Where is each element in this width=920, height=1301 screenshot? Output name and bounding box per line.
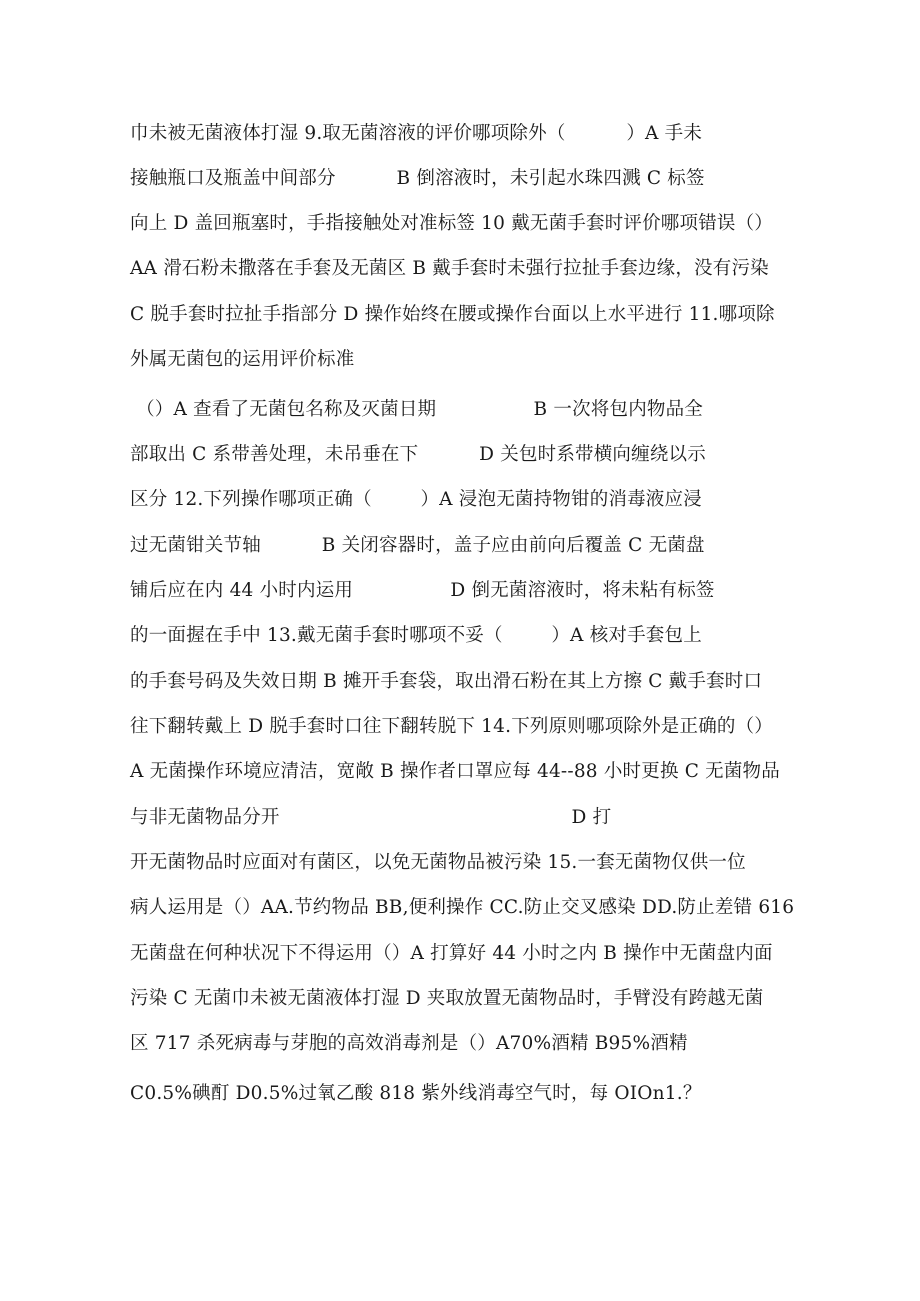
text-line: 过无菌钳关节轴 B 关闭容器时，盖子应由前向后覆盖 C 无菌盘 — [130, 535, 705, 556]
text-line: 与非无菌物品分开 D 打 — [130, 807, 612, 828]
text-line: 的一面握在手中 13.戴无菌手套时哪项不妥（ ）A 核对手套包上 — [130, 625, 702, 646]
text-line: 巾未被无菌液体打湿 9.取无菌溶液的评价哪项除外（ ）A 手未 — [130, 123, 703, 144]
text-line: 向上 D 盖回瓶塞时，手指接触处对准标签 10 戴无菌手套时评价哪项错误（） — [130, 213, 773, 234]
text-line: A 无菌操作环境应清洁，宽敞 B 操作者口罩应每 44--88 小时更换 C 无菌物品 — [130, 761, 780, 782]
text-line: 往下翻转戴上 D 脱手套时口往下翻转脱下 14.下列原则哪项除外是正确的（） — [130, 716, 773, 737]
text-line: （）A 查看了无菌包名称及灭菌日期 B 一次将包内物品全 — [130, 399, 703, 420]
text-line: C 脱手套时拉扯手指部分 D 操作始终在腰或操作台面以上水平进行 11.哪项除 — [130, 304, 775, 325]
text-line: 开无菌物品时应面对有菌区，以免无菌物品被污染 15.一套无菌物仅供一位 — [130, 852, 746, 873]
text-line: 区分 12.下列操作哪项正确（ ）A 浸泡无菌持物钳的消毒液应浸 — [130, 489, 702, 510]
text-line: 的手套号码及失效日期 B 摊开手套袋，取出滑石粉在其上方擦 C 戴手套时口 — [130, 671, 763, 692]
text-line: 部取出 C 系带善处理，未吊垂在下 D 关包时系带横向缠绕以示 — [130, 444, 706, 465]
text-line: 铺后应在内 44 小时内运用 D 倒无菌溶液时，将未粘有标签 — [130, 580, 715, 601]
text-line: 病人运用是（）AA.节约物品 BB,便利操作 CC.防止交叉感染 DD.防止差错 616 — [130, 897, 795, 918]
text-line: AA 滑石粉未撒落在手套及无菌区 B 戴手套时未强行拉扯手套边缘，没有污染 — [130, 258, 769, 279]
text-line: 区 717 杀死病毒与芽胞的高效消毒剂是（）A70%酒精 B95%酒精 — [130, 1033, 688, 1054]
text-line: 无菌盘在何种状况下不得运用（）A 打算好 44 小时之内 B 操作中无菌盘内面 — [130, 943, 773, 964]
text-line: 污染 C 无菌巾未被无菌液体打湿 D 夹取放置无菌物品时，手臂没有跨越无菌 — [130, 988, 764, 1009]
text-line: 外属无菌包的运用评价标准 — [130, 349, 355, 370]
text-line: 接触瓶口及瓶盖中间部分 B 倒溶液时，未引起水珠四溅 C 标签 — [130, 168, 705, 189]
text-line: C0.5%碘酊 D0.5%过氧乙酸 818 紫外线消毒空气时，每 OIOn1.？ — [130, 1083, 702, 1104]
